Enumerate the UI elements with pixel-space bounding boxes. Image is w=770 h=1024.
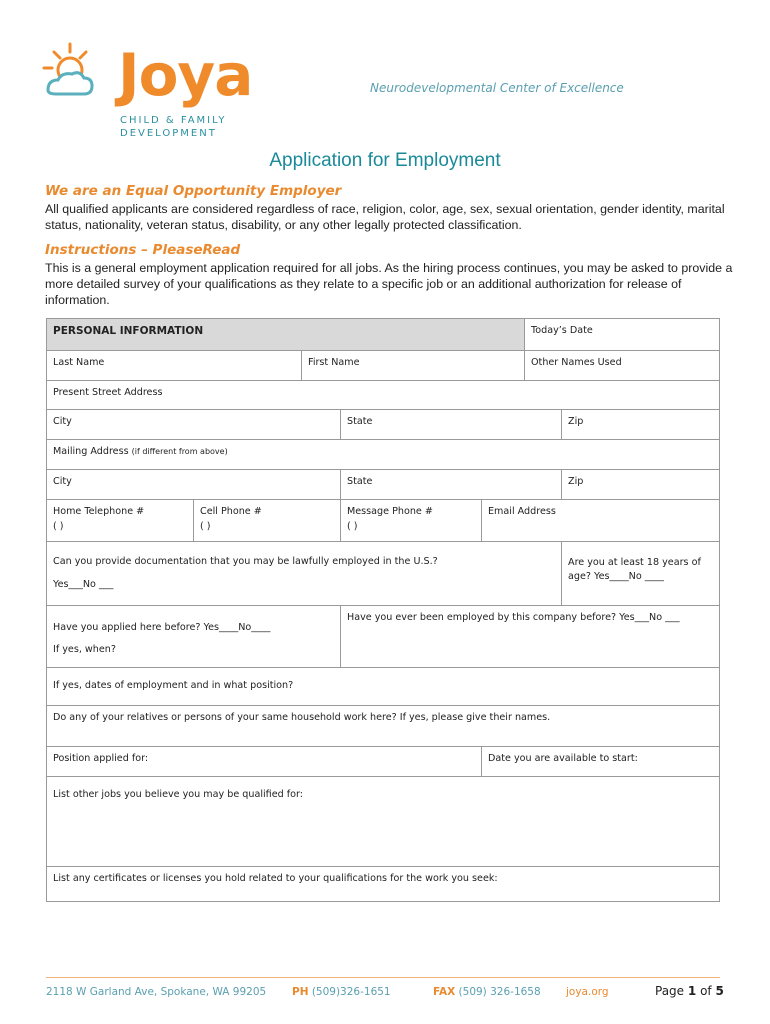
- page-title: Application for Employment: [269, 150, 501, 171]
- page-number: 1: [687, 984, 697, 998]
- other-names-field[interactable]: Other Names Used: [525, 351, 720, 381]
- footer-fax-number: (509) 326-1658: [458, 986, 541, 998]
- available-date-field[interactable]: Date you are available to start:: [482, 747, 720, 777]
- last-name-field[interactable]: Last Name: [47, 351, 302, 381]
- footer-phone-number: (509)326-1651: [311, 986, 391, 998]
- area-code-parens: ( ): [200, 521, 211, 532]
- applied-before-text: Have you applied here before? Yes____No____: [53, 622, 271, 633]
- todays-date-field[interactable]: Today’s Date: [525, 319, 720, 351]
- message-phone-field[interactable]: [341, 500, 482, 542]
- footer-address: 2118 W Garland Ave, Spokane, WA 99205: [46, 986, 267, 998]
- mailing-address-note: (if different from above): [131, 447, 228, 456]
- home-telephone-label: Home Telephone #: [53, 506, 145, 517]
- other-jobs-field[interactable]: List other jobs you believe you may be qualified for:: [47, 777, 720, 867]
- relatives-question[interactable]: Do any of your relatives or persons of your same household work here? If yes, please give their names.: [47, 706, 720, 747]
- page-word: Page: [655, 984, 685, 998]
- footer-phone: [292, 986, 391, 998]
- employment-dates-field[interactable]: If yes, dates of employment and in what position?: [47, 668, 720, 706]
- certificates-field[interactable]: List any certificates or licenses you hold related to your qualifications for the work you seek:: [53, 873, 498, 884]
- cell-phone-label: Cell Phone #: [200, 506, 262, 517]
- personal-info-header: PERSONAL INFORMATION: [47, 319, 525, 351]
- sun-cloud-icon: [40, 40, 120, 110]
- logo-subtitle-line1: CHILD & FAMILY: [120, 115, 227, 126]
- lawful-employment-answer: Yes___No ___: [53, 579, 114, 590]
- personal-information-form: [46, 318, 720, 902]
- message-phone-label: Message Phone #: [347, 506, 433, 517]
- cell-phone-field[interactable]: [194, 500, 341, 542]
- footer-divider: [46, 977, 720, 978]
- footer-phone-label: PH: [292, 986, 309, 998]
- mailing-address-field[interactable]: [47, 440, 720, 470]
- tagline: Neurodevelopmental Center of Excellence: [370, 81, 624, 95]
- lawful-employment-text: Can you provide documentation that you may be lawfully employed in the U.S.?: [53, 556, 438, 567]
- footer-fax: [433, 986, 541, 998]
- city-field[interactable]: City: [47, 410, 341, 440]
- footer-fax-label: FAX: [433, 986, 456, 998]
- mailing-address-label: Mailing Address: [53, 446, 129, 457]
- logo-wordmark: Joya: [118, 41, 253, 109]
- age-question[interactable]: Are you at least 18 years of age? Yes____No ____: [562, 542, 720, 606]
- eeo-heading: We are an Equal Opportunity Employer: [45, 183, 342, 199]
- logo-subtitle-line2: DEVELOPMENT: [120, 128, 217, 139]
- state-field[interactable]: State: [341, 410, 562, 440]
- area-code-parens: ( ): [347, 521, 358, 532]
- home-telephone-field[interactable]: [47, 500, 194, 542]
- mailing-zip-field[interactable]: Zip: [562, 470, 720, 500]
- email-address-field[interactable]: Email Address: [482, 500, 720, 542]
- employed-before-question[interactable]: Have you ever been employed by this company before? Yes___No ___: [341, 606, 720, 668]
- page-indicator: [655, 984, 724, 998]
- position-applied-field[interactable]: Position applied for:: [47, 747, 482, 777]
- instructions-heading: Instructions – PleaseRead: [45, 242, 241, 258]
- applied-when-text: If yes, when?: [53, 644, 116, 655]
- of-word: of: [700, 984, 712, 998]
- joya-logo: [40, 40, 253, 145]
- mailing-city-field[interactable]: City: [47, 470, 341, 500]
- first-name-field[interactable]: First Name: [302, 351, 525, 381]
- area-code-parens: ( ): [53, 521, 64, 532]
- eeo-text: All qualified applicants are considered regardless of race, religion, color, age, sex, sexual orientation, gender identity, marital status, nationality, veteran status, disability, or any other legally protected classification.: [45, 202, 725, 232]
- applied-before-question[interactable]: [47, 606, 341, 668]
- zip-field[interactable]: Zip: [562, 410, 720, 440]
- instructions-text: This is a general employment application required for all jobs. As the hiring process continues, you may be asked to provide a more detailed survey of your qualifications as they relate to a specific job or an additional authorization for release of information.: [45, 261, 733, 307]
- lawful-employment-question[interactable]: [47, 542, 562, 606]
- present-street-address-field[interactable]: Present Street Address: [47, 381, 720, 410]
- mailing-state-field[interactable]: State: [341, 470, 562, 500]
- page-total: 5: [715, 984, 724, 998]
- footer-website[interactable]: joya.org: [566, 986, 609, 998]
